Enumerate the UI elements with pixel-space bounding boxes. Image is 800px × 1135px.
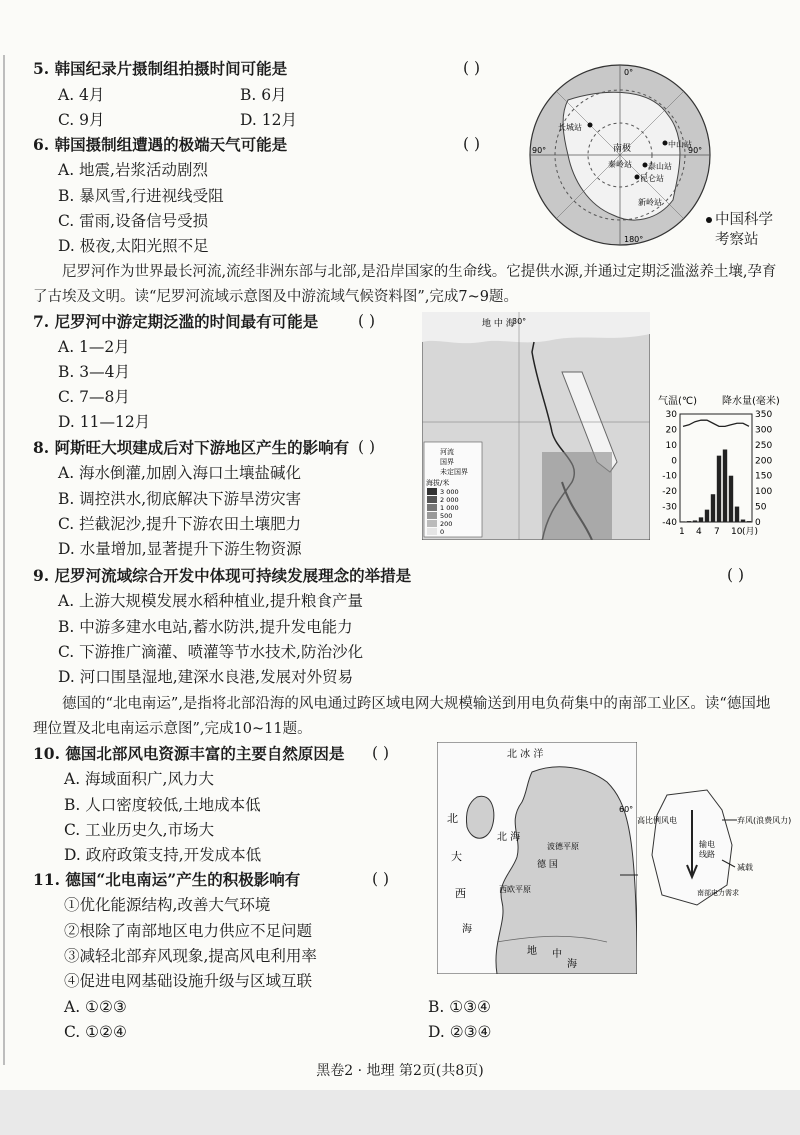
- q11-item-2: ②根除了南部地区电力供应不足问题: [64, 922, 313, 940]
- arrow-to-inset: [620, 870, 640, 880]
- q5-option-c: C. 9月: [58, 111, 105, 129]
- label-xinling: 新岭站: [638, 198, 662, 207]
- germany-power-map: [637, 785, 797, 915]
- q11-item-1: ①优化能源结构,改善大气环境: [64, 896, 271, 914]
- elev-200: 200: [440, 520, 453, 528]
- page-footer: 黑卷2 · 地理 第2页(共8页): [316, 1063, 484, 1079]
- q8-stem: 8. 阿斯旺大坝建成后对下游地区产生的影响有: [33, 438, 350, 457]
- q7-option-d: D. 11—12月: [58, 413, 151, 431]
- precip-bar: [699, 517, 703, 522]
- precip-bar: [729, 476, 733, 522]
- q5-paren: ( ): [463, 59, 481, 77]
- precip-tick: 200: [755, 456, 773, 467]
- label-0: 0°: [624, 68, 634, 77]
- q10-option-b: B. 人口密度较低,土地成本低: [64, 796, 261, 814]
- elev-1000: 1 000: [440, 504, 459, 512]
- europe-map: [437, 742, 637, 974]
- temp-tick: 20: [665, 425, 677, 436]
- nile-lat-label: 30°: [512, 317, 527, 326]
- q10-option-c: C. 工业历史久,市场大: [64, 821, 215, 839]
- q11-item-4: ④促进电网基础设施升级与区域互联: [64, 972, 313, 990]
- temp-tick: 0: [671, 456, 677, 467]
- label-90e: 90°: [688, 146, 703, 155]
- nile-sea-label: 地 中 海: [482, 319, 515, 329]
- precip-bar: [681, 521, 685, 522]
- temp-line: [683, 420, 749, 426]
- label-changcheng: 长城站: [558, 123, 582, 132]
- q7-option-a: A. 1—2月: [58, 338, 130, 356]
- gm-transmit-1: 输电: [699, 840, 715, 849]
- q11-option-c: C. ①②④: [64, 1023, 127, 1041]
- q11-paren: ( ): [372, 870, 390, 888]
- q11-item-3: ③减轻北部弃风现象,提高风电利用率: [64, 947, 317, 965]
- label-south-pole: 南极: [613, 144, 632, 154]
- precip-bar: [717, 456, 721, 522]
- label-qinling: 秦岭站: [608, 160, 632, 169]
- elev-3000: 3 000: [440, 488, 459, 496]
- antarctic-map: [528, 55, 718, 250]
- label-180: 180°: [624, 235, 644, 244]
- label-taishan: 泰山站: [648, 162, 672, 171]
- precip-tick: 150: [755, 471, 773, 482]
- q11-option-d: D. ②③④: [428, 1023, 492, 1041]
- q10-paren: ( ): [372, 744, 390, 762]
- temp-tick: -40: [662, 518, 677, 528]
- eu-lat-60: 60°: [619, 805, 634, 814]
- eu-med-2: 中: [552, 949, 562, 960]
- q5-option-b: B. 6月: [240, 86, 287, 104]
- q11-option-b: B. ①③④: [428, 998, 491, 1016]
- temp-tick: -10: [662, 471, 677, 482]
- nile-legend-border: 国界: [440, 458, 454, 466]
- eu-north-sea: 北 海: [497, 832, 521, 843]
- scan-bottom-band: [0, 1090, 800, 1135]
- q8-option-a: A. 海水倒灌,加剧入海口土壤盐碱化: [58, 464, 301, 482]
- gm-reduce: 减载: [737, 863, 753, 872]
- q6-option-b: B. 暴风雪,行进视线受阻: [58, 187, 224, 205]
- passage-germany: 德国的“北电南运”,是指将北部沿海的风电通过跨区域电网大规模输送到用电负荷集中的南部工业区。读“德国地理位置及北电南运示意图”,完成10~11题。: [33, 696, 771, 737]
- precip-bar: [687, 521, 691, 522]
- label-zhongshan: 中山站: [668, 140, 692, 149]
- q9-option-c: C. 下游推广滴灌、喷灌等节水技术,防治沙化: [58, 643, 364, 661]
- gm-wind-1: 高比例风电: [637, 816, 677, 825]
- gm-curtail: 弃风(浪费风力): [737, 816, 792, 825]
- q5-option-a: A. 4月: [58, 86, 105, 104]
- q7-paren: ( ): [358, 312, 376, 330]
- q10-stem: 10. 德国北部风电资源丰富的主要自然原因是: [33, 744, 345, 763]
- label-kunlun: 昆仑站: [640, 174, 664, 183]
- x-tick-10: 10: [731, 527, 743, 537]
- x-tick-4: 4: [696, 527, 702, 537]
- precip-tick: 50: [755, 502, 767, 513]
- passage-nile: 尼罗河作为世界最长河流,流经非洲东部与北部,是沿岸国家的生命线。它提供水源,并通过定期泛滥滋养土壤,孕育了古埃及文明。读“尼罗河流域示意图及中游流域气候资料图”,完成7~9题。: [33, 264, 777, 305]
- q8-option-b: B. 调控洪水,彻底解决下游旱涝灾害: [58, 490, 302, 508]
- temp-tick: -20: [662, 487, 677, 498]
- precip-bar: [705, 510, 709, 522]
- eu-west-europe-plain: 西欧平原: [499, 885, 531, 894]
- elev-0: 0: [440, 528, 445, 536]
- precip-tick: 250: [755, 440, 773, 451]
- station-legend-label: 中国科学考察站: [715, 212, 773, 248]
- q10-option-a: A. 海域面积广,风力大: [64, 770, 214, 788]
- eu-med-3: 海: [567, 959, 577, 970]
- q6-stem: 6. 韩国摄制组遭遇的极端天气可能是: [33, 135, 288, 154]
- station-legend-icon: [703, 214, 715, 226]
- q9-option-d: D. 河口围垦湿地,建深水良港,发展对外贸易: [58, 668, 354, 686]
- eu-med-1: 地: [527, 946, 537, 957]
- temp-tick: 30: [665, 410, 677, 420]
- temp-tick: -30: [662, 502, 677, 513]
- q7-stem: 7. 尼罗河中游定期泛滥的时间最有可能是: [33, 312, 319, 331]
- q8-paren: ( ): [358, 438, 376, 456]
- eu-polish-plain: 波德平原: [547, 842, 579, 851]
- q8-option-c: C. 拦截泥沙,提升下游农田土壤肥力: [58, 515, 302, 533]
- page-edge-line: [3, 55, 5, 1065]
- nile-elev-title: 海拔/米: [426, 479, 450, 487]
- q6-paren: ( ): [463, 135, 481, 153]
- temp-tick: 10: [665, 440, 677, 451]
- eu-atl-2: 大: [451, 850, 462, 863]
- precip-bar: [693, 520, 697, 522]
- eu-atl-3: 西: [455, 887, 466, 900]
- q6-option-c: C. 雷雨,设备信号受损: [58, 212, 209, 230]
- eu-germany: 德 国: [537, 860, 558, 870]
- climate-temp-axis-label: 气温(℃): [658, 396, 698, 407]
- q6-option-a: A. 地震,岩浆活动剧烈: [58, 161, 208, 179]
- gm-transmit-2: 线路: [699, 850, 715, 859]
- eu-atl-1: 北: [447, 812, 458, 825]
- q9-option-b: B. 中游多建水电站,蓄水防洪,提升发电能力: [58, 618, 353, 636]
- precip-tick: 100: [755, 487, 773, 498]
- elev-500: 500: [440, 512, 453, 520]
- q9-option-a: A. 上游大规模发展水稻种植业,提升粮食产量: [58, 592, 363, 610]
- climate-frame: [680, 414, 752, 522]
- q7-option-b: B. 3—4月: [58, 363, 130, 381]
- precip-bar: [747, 521, 751, 522]
- label-90w: 90°: [532, 146, 547, 155]
- eu-arctic-label: 北 冰 洋: [507, 749, 544, 760]
- precip-tick: 0: [755, 518, 761, 528]
- precip-bar: [711, 494, 715, 522]
- q11-option-a: A. ①②③: [64, 998, 127, 1016]
- eu-sea: 海: [462, 924, 472, 935]
- x-tick-1: 1: [679, 527, 685, 537]
- x-tick-7: 7: [714, 527, 720, 537]
- q6-option-d: D. 极夜,太阳光照不足: [58, 237, 209, 255]
- q9-paren: ( ): [727, 566, 745, 584]
- q7-option-c: C. 7—8月: [58, 388, 130, 406]
- precip-tick: 350: [755, 410, 773, 420]
- precip-bar: [735, 507, 739, 522]
- q9-stem: 9. 尼罗河流域综合开发中体现可持续发展理念的举措是: [33, 566, 412, 585]
- nile-basin-map: [422, 312, 650, 540]
- gm-south-demand: 南部电力需求: [697, 889, 739, 897]
- x-unit: (月): [742, 527, 759, 537]
- elev-2000: 2 000: [440, 496, 459, 504]
- nile-legend-river: 河流: [440, 448, 454, 456]
- q5-stem: 5. 韩国纪录片摄制组拍摄时间可能是: [33, 59, 288, 78]
- climate-chart: [652, 394, 792, 542]
- precip-bar: [741, 520, 745, 522]
- q11-stem: 11. 德国“北电南运”产生的积极影响有: [33, 870, 301, 889]
- precip-bar: [723, 449, 727, 522]
- q5-option-d: D. 12月: [240, 111, 297, 129]
- climate-precip-axis-label: 降水量(毫米): [722, 396, 780, 407]
- nile-legend-undetermined: 未定国界: [440, 468, 468, 476]
- q10-option-d: D. 政府政策支持,开发成本低: [64, 846, 262, 864]
- q8-option-d: D. 水量增加,显著提升下游生物资源: [58, 540, 302, 558]
- precip-tick: 300: [755, 425, 773, 436]
